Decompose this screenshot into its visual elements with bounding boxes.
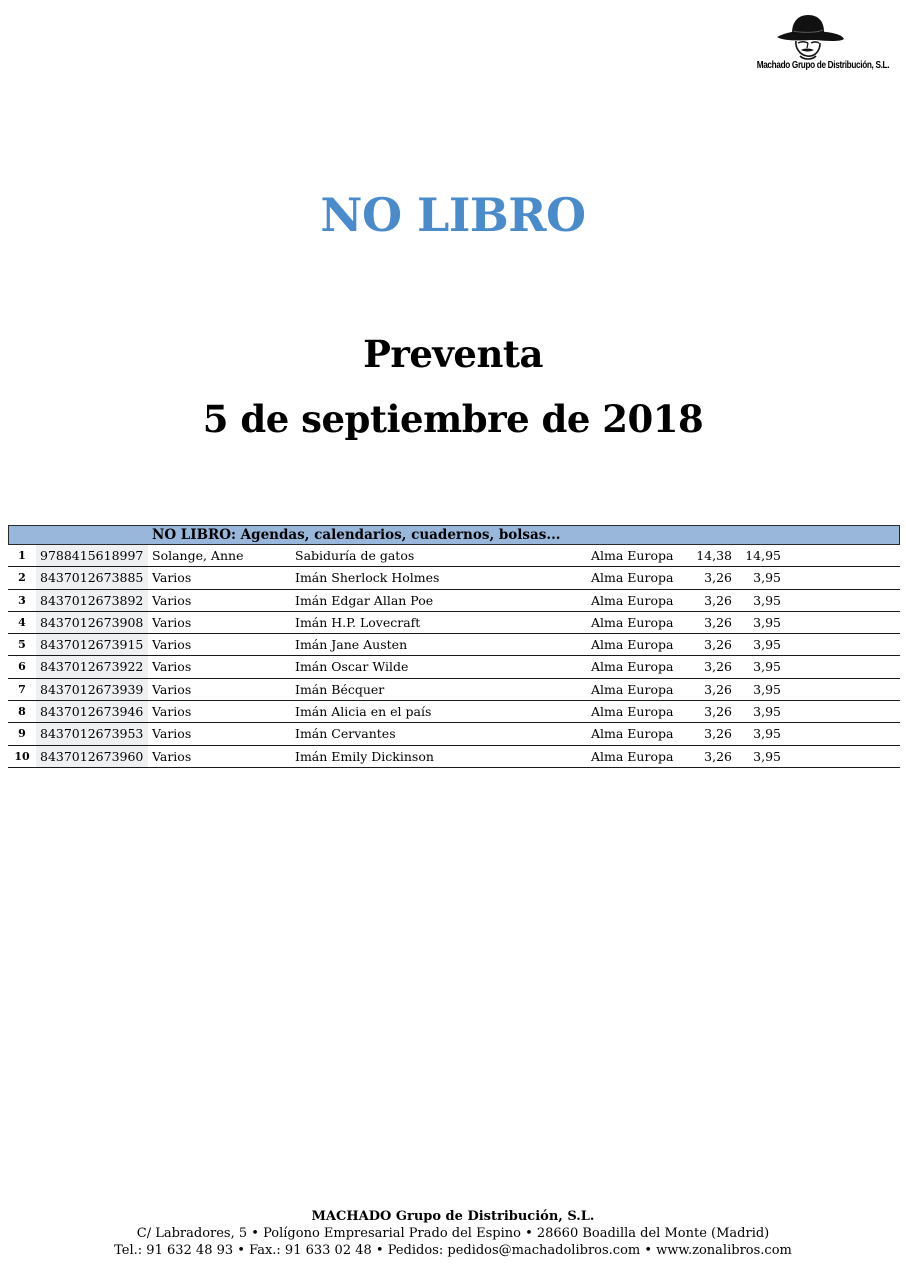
table-row [8, 567, 900, 589]
author-cell: Varios [152, 681, 192, 697]
table-row [8, 723, 900, 745]
publisher-cell: Alma Europa [591, 637, 674, 653]
author-cell: Solange, Anne [152, 548, 244, 563]
table-body [8, 545, 900, 768]
author-cell: Varios [152, 659, 192, 675]
row-number: 2 [18, 571, 26, 585]
footer-contact: Tel.: 91 632 48 93 • Fax.: 91 633 02 48 • Pedidos: pedidos@machadolibros.com • www.zonalibros.com [114, 1243, 792, 1258]
author-cell: Varios [152, 592, 192, 608]
pvp-cell: 3,95 [753, 637, 781, 653]
pvp-cell: 3,95 [753, 592, 781, 608]
author-cell: Varios [152, 614, 192, 630]
price-cell: 3,26 [704, 570, 732, 586]
pvp-cell: 14,95 [745, 548, 781, 563]
author-cell: Varios [152, 570, 192, 586]
row-number: 5 [18, 638, 26, 652]
price-cell: 3,26 [704, 614, 732, 630]
pvp-cell: 3,95 [753, 659, 781, 675]
isbn-cell: 8437012673915 [36, 634, 148, 655]
title-cell: Imán Jane Austen [295, 637, 408, 653]
row-number: 3 [18, 593, 26, 607]
row-number: 8 [18, 705, 26, 719]
page-title: NO LIBRO [320, 188, 586, 242]
table-row [8, 746, 900, 768]
author-cell: Varios [152, 704, 192, 720]
isbn-cell: 8437012673960 [36, 746, 148, 767]
publisher-cell: Alma Europa [591, 548, 674, 563]
price-cell: 3,26 [704, 659, 732, 675]
table-row [8, 679, 900, 701]
isbn-cell: 8437012673953 [36, 723, 148, 744]
table-row [8, 590, 900, 612]
author-cell: Varios [152, 637, 192, 653]
title-cell: Imán Cervantes [295, 726, 396, 742]
table-row [8, 701, 900, 723]
subtitle-preventa: Preventa [363, 332, 543, 376]
company-logo [745, 12, 890, 71]
subtitle-date: 5 de septiembre de 2018 [202, 397, 704, 441]
title-cell: Imán Bécquer [295, 681, 385, 697]
table-row [8, 634, 900, 656]
isbn-cell: 8437012673939 [36, 679, 148, 700]
publisher-cell: Alma Europa [591, 704, 674, 720]
isbn-cell: 8437012673885 [36, 567, 148, 588]
logo-caption: Machado Grupo de Distribución, S.L. [756, 60, 890, 71]
table-row [8, 545, 900, 567]
title-cell: Imán Emily Dickinson [295, 748, 434, 764]
title-cell: Imán H.P. Lovecraft [295, 614, 421, 630]
title-cell: Imán Oscar Wilde [295, 659, 409, 675]
pvp-cell: 3,95 [753, 614, 781, 630]
table-row [8, 612, 900, 634]
price-cell: 3,26 [704, 681, 732, 697]
isbn-cell: 8437012673892 [36, 590, 148, 611]
row-number: 7 [18, 682, 26, 696]
price-cell: 3,26 [704, 592, 732, 608]
title-cell: Imán Sherlock Holmes [295, 570, 440, 586]
row-number: 10 [14, 749, 30, 763]
pvp-cell: 3,95 [753, 726, 781, 742]
price-cell: 14,38 [696, 548, 732, 563]
isbn-cell: 8437012673908 [36, 612, 148, 633]
publisher-cell: Alma Europa [591, 570, 674, 586]
pvp-cell: 3,95 [753, 681, 781, 697]
author-cell: Varios [152, 726, 192, 742]
price-cell: 3,26 [704, 726, 732, 742]
page-footer [0, 1208, 906, 1259]
row-number: 1 [18, 549, 26, 562]
catalog-table [8, 525, 900, 768]
isbn-cell: 8437012673946 [36, 701, 148, 722]
title-cell: Imán Edgar Allan Poe [295, 592, 434, 608]
man-in-hat-icon [774, 12, 846, 62]
table-row [8, 656, 900, 678]
price-cell: 3,26 [704, 637, 732, 653]
publisher-cell: Alma Europa [591, 614, 674, 630]
footer-address: C/ Labradores, 5 • Polígono Empresarial Prado del Espino • 28660 Boadilla del Monte (Madrid) [136, 1226, 770, 1241]
publisher-cell: Alma Europa [591, 681, 674, 697]
isbn-cell: 9788415618997 [36, 545, 148, 566]
row-number: 9 [18, 727, 26, 741]
publisher-cell: Alma Europa [591, 748, 674, 764]
pvp-cell: 3,95 [753, 570, 781, 586]
pvp-cell: 3,95 [753, 704, 781, 720]
pvp-cell: 3,95 [753, 748, 781, 764]
price-cell: 3,26 [704, 748, 732, 764]
isbn-cell: 8437012673922 [36, 656, 148, 677]
price-cell: 3,26 [704, 704, 732, 720]
publisher-cell: Alma Europa [591, 659, 674, 675]
row-number: 6 [18, 660, 26, 674]
title-cell: Sabiduría de gatos [295, 548, 415, 563]
title-cell: Imán Alicia en el país [295, 704, 432, 720]
publisher-cell: Alma Europa [591, 592, 674, 608]
section-header: NO LIBRO: Agendas, calendarios, cuadernos, bolsas... [8, 525, 900, 545]
row-number: 4 [18, 615, 26, 629]
footer-company: MACHADO Grupo de Distribución, S.L. [311, 1209, 595, 1224]
author-cell: Varios [152, 748, 192, 764]
publisher-cell: Alma Europa [591, 726, 674, 742]
